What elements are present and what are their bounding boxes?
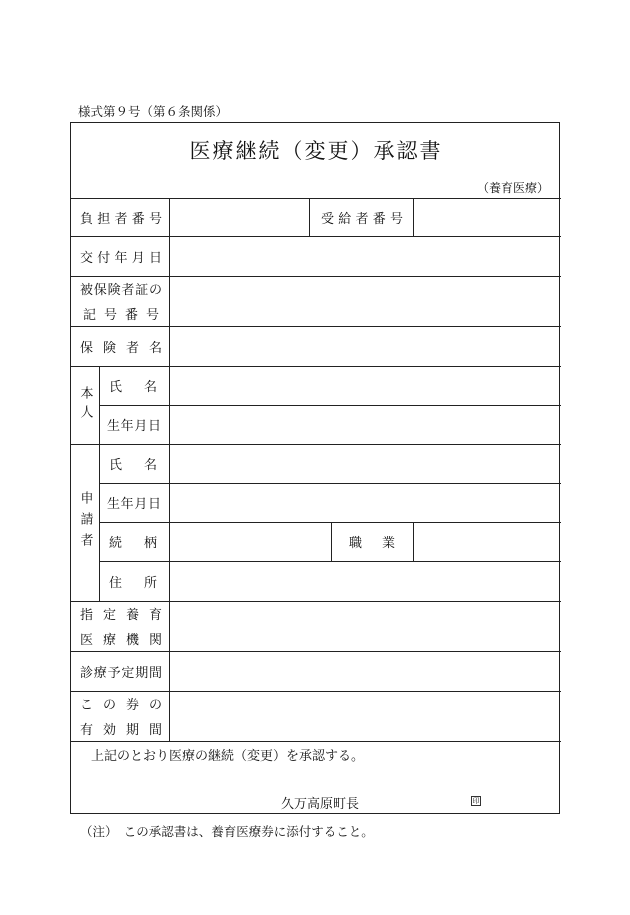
validity-period-label-line2: 有 効 期 間: [80, 723, 162, 738]
seal-icon: 印: [472, 797, 480, 805]
medical-facility-label: [80, 601, 162, 651]
relationship-label: 続 柄: [109, 536, 157, 551]
insurance-card-label-line2: 記 号 番 号: [83, 308, 159, 323]
medical-facility-label-line2: 医 療 機 関: [80, 633, 162, 648]
applicant-name-label: 氏 名: [109, 458, 157, 473]
footnote: （注） この承認書は、養育医療券に添付すること。: [80, 824, 374, 839]
recipient-number-label: 受 給 者 番 号: [321, 211, 403, 227]
recipient-number-field[interactable]: [414, 199, 560, 236]
insurance-card-field[interactable]: [170, 277, 560, 326]
address-label: 住 所: [109, 575, 157, 591]
divider: [309, 198, 310, 236]
issue-date-label: 交 付 年 月 日: [80, 250, 162, 266]
medical-facility-field[interactable]: [170, 602, 560, 651]
approval-form: [70, 122, 560, 814]
mayor-signature: 久万高原町長: [281, 797, 360, 812]
occupation-field[interactable]: [414, 523, 560, 561]
validity-period-field[interactable]: [170, 692, 560, 741]
form-number: 様式第９号（第６条関係）: [78, 104, 229, 119]
principal-birth-field[interactable]: [170, 406, 560, 444]
principal-group-label: [71, 366, 99, 444]
burden-number-label: 負 担 者 番 号: [80, 211, 162, 227]
validity-period-label-line1: こ の 券 の: [80, 698, 162, 713]
divider: [99, 444, 100, 601]
burden-number-field[interactable]: [170, 199, 308, 236]
issue-date-field[interactable]: [170, 237, 560, 276]
insurer-name-label: 保 険 者 名: [80, 340, 162, 356]
treatment-period-field[interactable]: [170, 652, 560, 691]
divider: [99, 366, 100, 444]
principal-name-field[interactable]: [170, 367, 560, 405]
relationship-field[interactable]: [170, 523, 330, 561]
occupation-label: 職 業: [349, 536, 395, 551]
medical-facility-label-line1: 指 定 養 育: [80, 608, 162, 623]
principal-name-label: 氏 名: [109, 380, 157, 395]
approval-statement: 上記のとおり医療の継続（変更）を承認する。: [91, 749, 365, 764]
applicant-birth-field[interactable]: [170, 484, 560, 522]
applicant-birth-label: 生 年 月 日: [107, 497, 161, 512]
insurance-card-label: [80, 276, 162, 326]
applicant-group-text: 申請者: [77, 491, 93, 554]
principal-group-text: 本人: [77, 386, 93, 424]
divider: [71, 741, 561, 742]
principal-birth-label: 生 年 月 日: [107, 419, 161, 434]
treatment-period-label: 診 療 予 定 期 間: [80, 665, 162, 681]
insurance-card-label-line1: 被 保 険 者 証 の: [80, 283, 162, 298]
divider: [331, 522, 332, 561]
validity-period-label: [80, 691, 162, 741]
address-field[interactable]: [170, 562, 560, 601]
applicant-group-label: [71, 444, 99, 601]
form-title: 医療継続（変更）承認書: [189, 139, 443, 163]
applicant-name-field[interactable]: [170, 445, 560, 483]
form-subtitle: （養育医療）: [476, 181, 549, 195]
insurer-name-field[interactable]: [170, 327, 560, 366]
